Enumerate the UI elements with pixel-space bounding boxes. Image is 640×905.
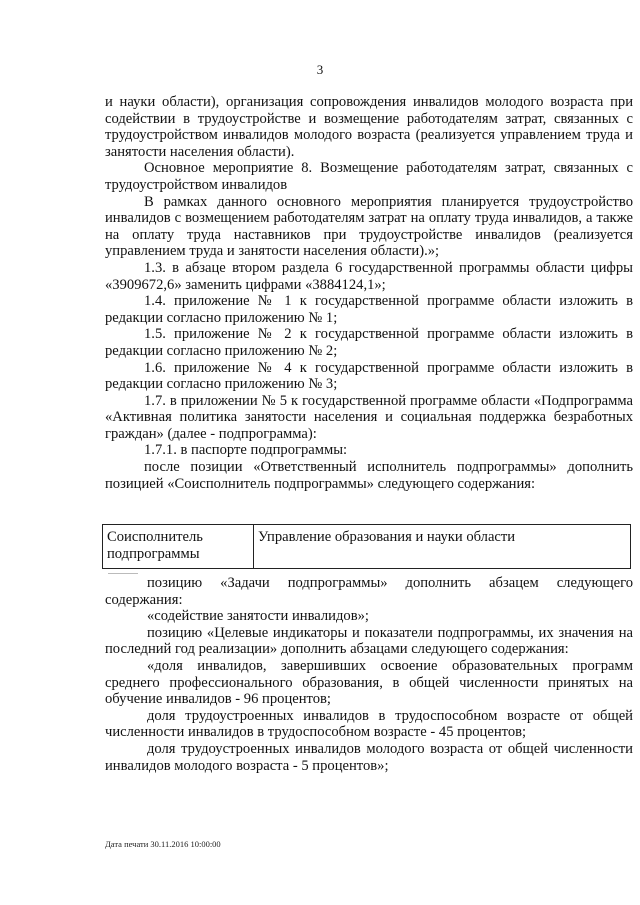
text-block-bottom [105, 575, 633, 774]
position-table [102, 524, 631, 569]
paragraph: 1.3. в абзаце втором раздела 6 государственной программы области цифры «3909672,6» заменить цифрами «3884124,1»; [105, 259, 633, 293]
table-cell-label: Соисполнитель подпрограммы [103, 525, 254, 569]
paragraph: «содействие занятости инвалидов»; [147, 608, 369, 625]
paragraph: Основное мероприятие 8. Возмещение работодателям затрат, связанных с трудоустройством инвалидов [105, 160, 633, 193]
page-number: 3 [316, 62, 324, 77]
scan-mark [108, 573, 138, 574]
table-row [103, 525, 631, 569]
text-block-top [105, 94, 633, 492]
paragraph: 1.7. в приложении № 5 к государственной программе области «Подпрограмма «Активная политика занятости населения и социальная поддержка безработных граждан» (далее - подпрограмма): [105, 392, 633, 442]
print-date-footer: Дата печати 30.11.2016 10:00:00 [105, 839, 221, 849]
paragraph: доля трудоустроенных инвалидов молодого возраста от общей численности инвалидов молодого возраста - 5 процентов»; [105, 740, 633, 774]
paragraph: после позиции «Ответственный исполнитель подпрограммы» дополнить позицией «Соисполнитель подпрограммы» следующего содержания: [105, 459, 633, 492]
paragraph: позицию «Задачи подпрограммы» дополнить абзацем следующего содержания: [105, 575, 633, 608]
paragraph: 1.4. приложение № 1 к государственной программе области изложить в редакции согласно приложению № 1; [105, 293, 633, 326]
paragraph: В рамках данного основного мероприятия планируется трудоустройство инвалидов с возмещением работодателям затрат на оплату труда инвалидов, а также на оплату труда наставников при трудоустройстве инвалидов (реализуется управлением труда и занятости населения области).»; [105, 193, 633, 260]
paragraph: позицию «Целевые индикаторы и показатели подпрограммы, их значения на последний год реализации» дополнить абзацами следующего содержания: [105, 624, 633, 658]
paragraph: 1.7.1. в паспорте подпрограммы: [144, 442, 348, 459]
paragraph: и науки области), организация сопровождения инвалидов молодого возраста при содействии в трудоустройстве и возмещение работодателям затрат, связанных с трудоустройством инвалидов молодого возраста (реализуется управлением труда и занятости населения области). [105, 94, 633, 160]
paragraph: 1.6. приложение № 4 к государственной программе области изложить в редакции согласно приложению № 3; [105, 359, 633, 393]
table-cell-value: Управление образования и науки области [254, 525, 631, 569]
paragraph: 1.5. приложение № 2 к государственной программе области изложить в редакции согласно приложению № 2; [105, 326, 633, 359]
paragraph: «доля инвалидов, завершивших освоение образовательных программ среднего профессионального образования, в общей численности принятых на обучение инвалидов - 96 процентов; [105, 657, 633, 708]
paragraph: доля трудоустроенных инвалидов в трудоспособном возрасте от общей численности инвалидов в трудоспособном возрасте - 45 процентов; [105, 707, 633, 741]
